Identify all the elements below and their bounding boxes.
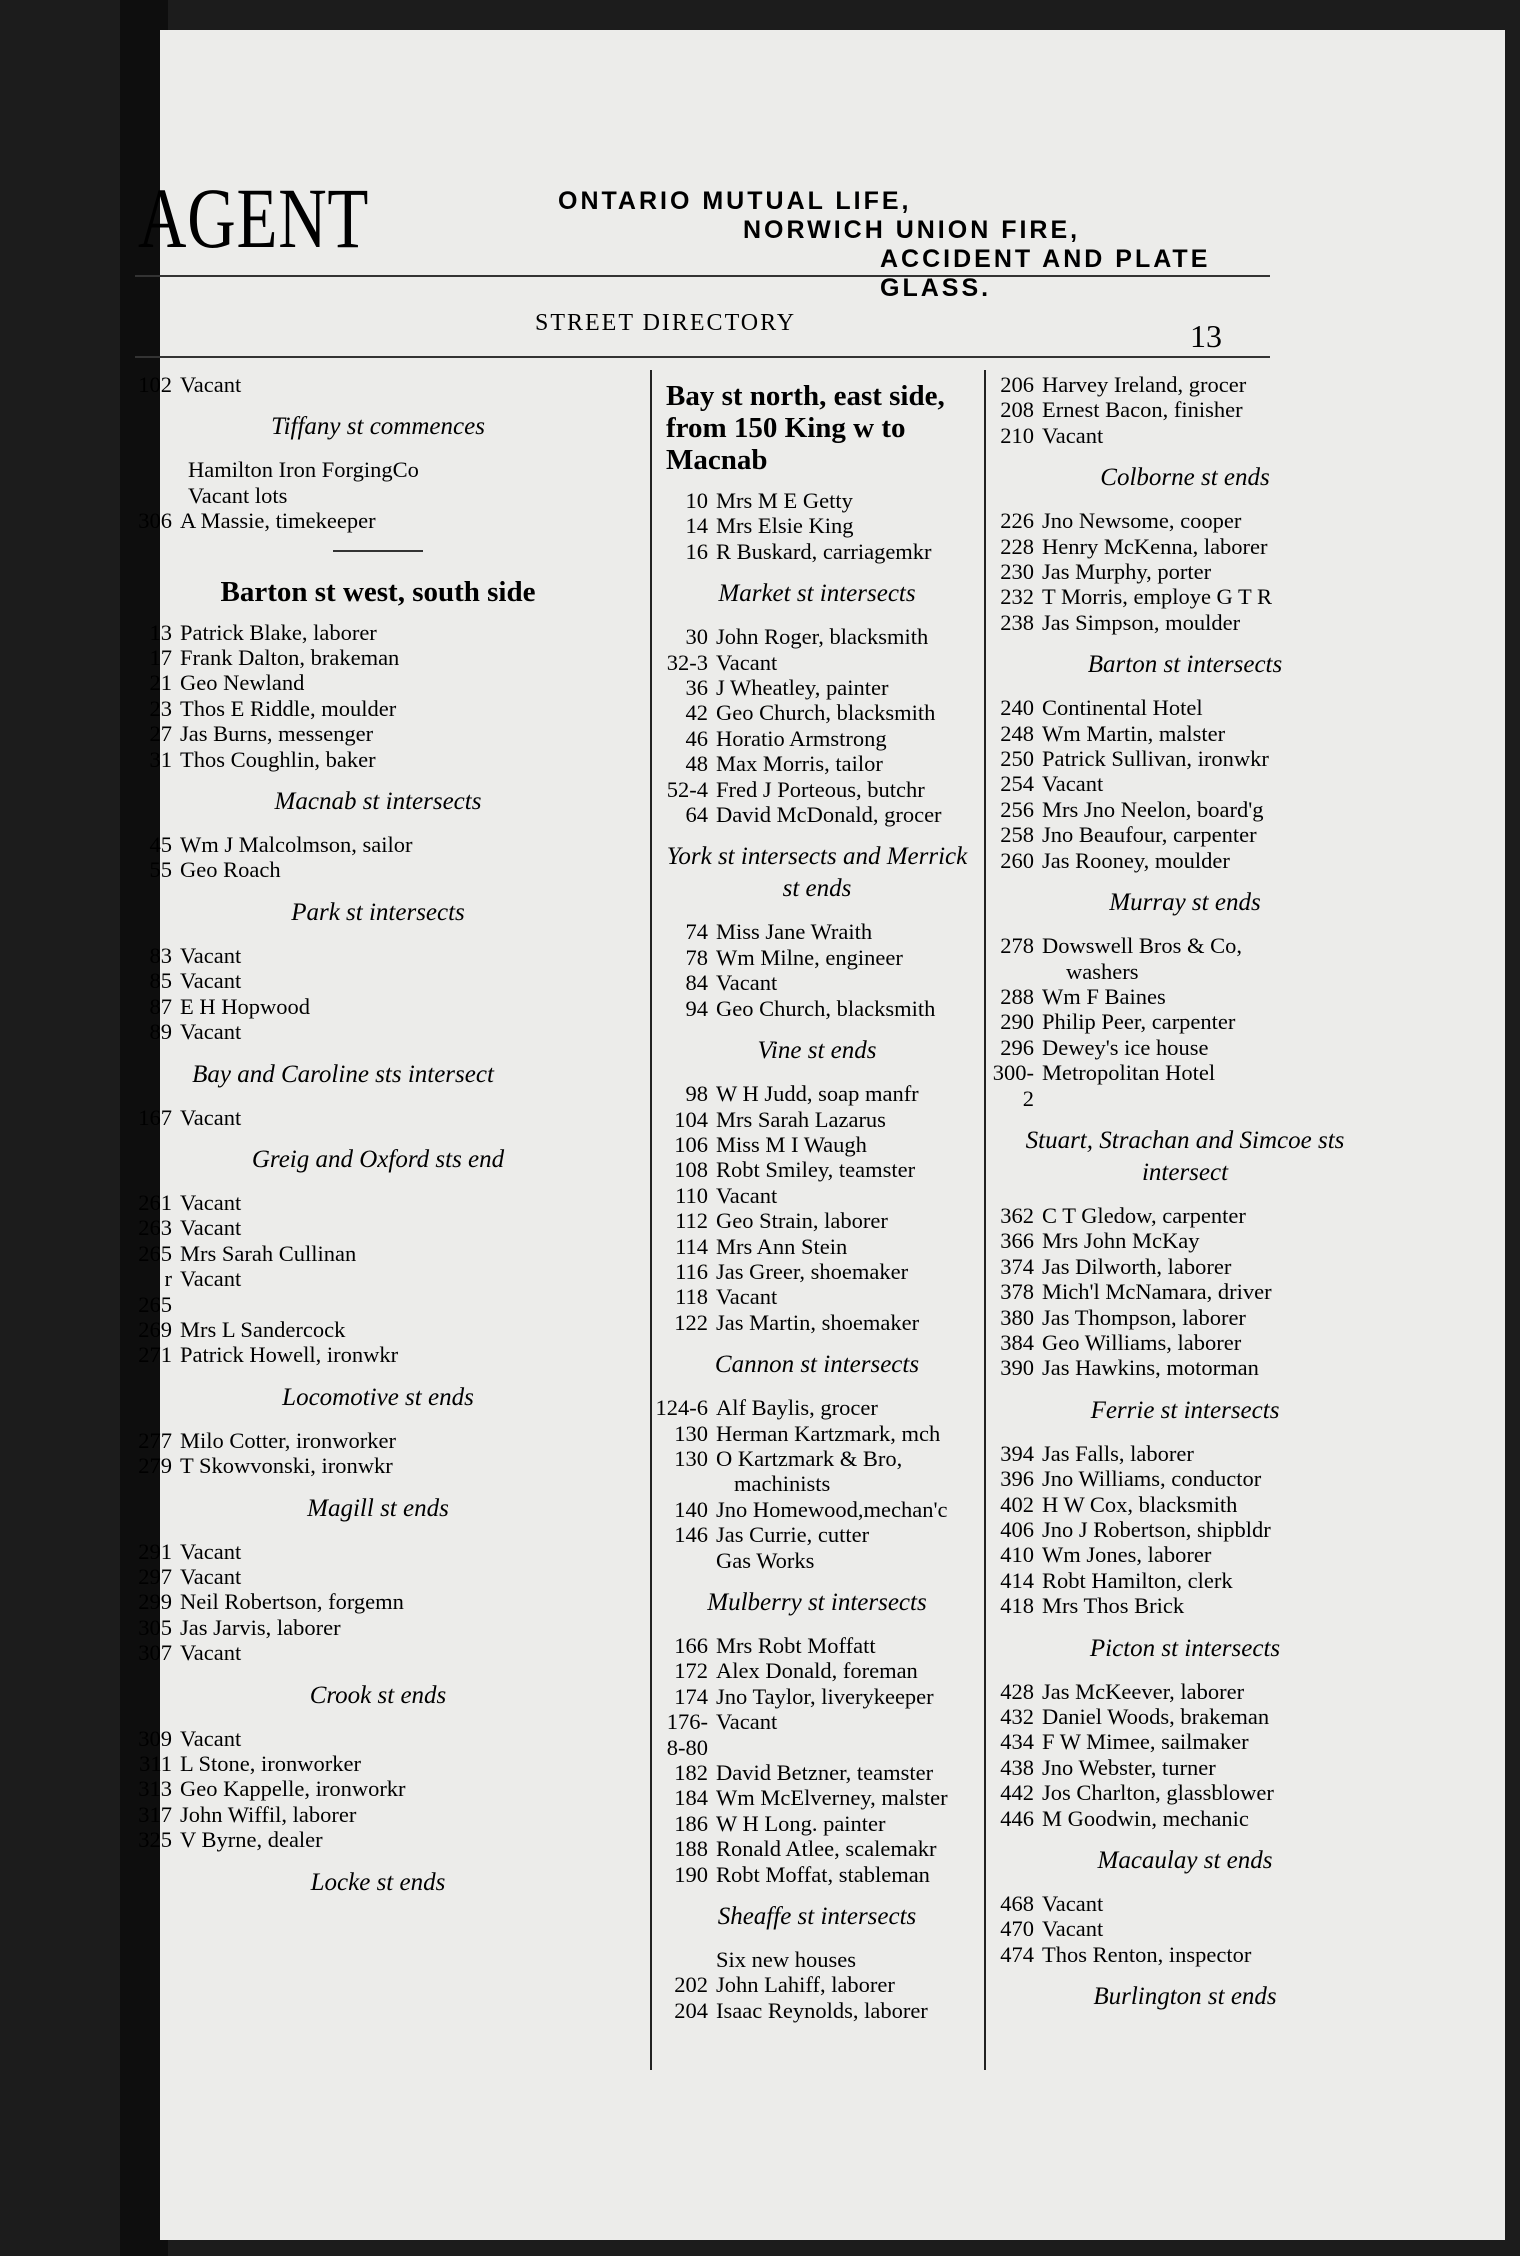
- street-note: Locke st ends: [310, 1868, 446, 1896]
- list-item: 17 Frank Dalton, brakeman: [149, 645, 400, 671]
- list-item: 248 Wm Martin, malster: [1000, 720, 1226, 746]
- list-item: 406 Jno J Robertson, shipbldr: [1000, 1517, 1271, 1542]
- list-item: 104 Mrs Sarah Lazarus: [674, 1106, 886, 1132]
- list-item: 78 Wm Milne, engineer: [685, 944, 903, 970]
- list-item: 42 Geo Church, blacksmith: [685, 700, 936, 726]
- street-heading: Bay st north, east side, from 150 King w to Macnab: [666, 380, 945, 476]
- list-item: 202 John Lahiff, laborer: [674, 1972, 895, 1998]
- list-item: 402 H W Cox, blacksmith: [1000, 1491, 1238, 1517]
- column-1: [128, 372, 628, 1913]
- list-item: 55 Geo Roach: [149, 857, 281, 883]
- street-note: Barton st intersects: [1087, 651, 1283, 679]
- list-item: 261 Vacant: [138, 1189, 242, 1215]
- list-item: 380 Jas Thompson, laborer: [1000, 1304, 1246, 1330]
- list-item: 299 Neil Robertson, forgemn: [138, 1589, 404, 1615]
- list-item: 432 Daniel Woods, brakeman: [1000, 1704, 1270, 1730]
- list-item: 250 Patrick Sullivan, ironwkr: [1000, 746, 1269, 772]
- list-item: 317 John Wiffil, laborer: [138, 1801, 357, 1827]
- list-item: 167 Vacant: [138, 1104, 242, 1130]
- list-item: 32-3 Vacant: [666, 649, 778, 675]
- street-note: Bay and Caroline sts intersect: [192, 1060, 494, 1088]
- list-item: 325 V Byrne, dealer: [138, 1827, 323, 1853]
- list-item: 362 C T Gledow, carpenter: [1000, 1202, 1246, 1228]
- list-item: r 265 Vacant: [138, 1266, 242, 1317]
- list-item: 140 Jno Homewood,mechan'c: [674, 1496, 948, 1522]
- list-item: 256 Mrs Jno Neelon, board'g: [1000, 796, 1264, 822]
- column-divider-right: [984, 370, 986, 2070]
- list-item: 474 Thos Renton, inspector: [1000, 1941, 1252, 1967]
- list-item: 48 Max Morris, tailor: [685, 751, 883, 777]
- list-item: 230 Jas Murphy, porter: [1000, 559, 1212, 585]
- list-item: 172 Alex Donald, foreman: [674, 1658, 918, 1684]
- running-head-rule: [135, 356, 1270, 358]
- list-item: 434 F W Mimee, sailmaker: [1000, 1729, 1249, 1755]
- street-note: York st intersects and Merrick st ends: [666, 843, 968, 903]
- running-head: STREET DIRECTORY: [535, 310, 797, 336]
- list-item: 190 Robt Moffat, stableman: [674, 1861, 930, 1887]
- list-item: 378 Mich'l McNamara, driver: [1000, 1279, 1272, 1305]
- street-note: Picton st intersects: [1089, 1634, 1281, 1662]
- list-item: 13 Patrick Blake, laborer: [149, 619, 377, 645]
- list-item: 442 Jos Charlton, glassblower: [1000, 1780, 1274, 1806]
- street-note: Market st intersects: [718, 580, 916, 608]
- street-note: Tiffany st commences: [271, 413, 485, 441]
- agent-title: AGENT: [138, 170, 370, 266]
- list-item: 396 Jno Williams, conductor: [1000, 1466, 1262, 1492]
- list-item: 366 Mrs John McKay: [1000, 1228, 1200, 1254]
- list-item: 64 David McDonald, grocer: [685, 802, 942, 828]
- list-item-continuation: washers: [1066, 958, 1139, 984]
- list-item: 306 A Massie, timekeeper: [138, 508, 376, 534]
- list-item: 14 Mrs Elsie King: [685, 513, 854, 539]
- street-note: Sheaffe st intersects: [717, 1903, 917, 1931]
- list-item: Hamilton Iron ForgingCo: [188, 457, 419, 483]
- list-item: 146 Jas Currie, cutter: [674, 1522, 870, 1548]
- list-item: 27 Jas Burns, messenger: [149, 721, 374, 747]
- list-item: 279 T Skowvonski, ironwkr: [138, 1453, 393, 1479]
- list-item: 305 Jas Jarvis, laborer: [138, 1614, 341, 1640]
- list-item: 124-6 Alf Baylis, grocer: [655, 1395, 878, 1421]
- page-number: 13: [1190, 318, 1222, 354]
- list-item: 296 Dewey's ice house: [1000, 1034, 1209, 1060]
- list-item: 254 Vacant: [1000, 771, 1104, 797]
- list-item: 122 Jas Martin, shoemaker: [674, 1309, 920, 1335]
- list-item: 186 W H Long. painter: [674, 1810, 886, 1836]
- insurer-line-3: ACCIDENT AND PLATE GLASS.: [880, 245, 1211, 302]
- list-item: 10 Mrs M E Getty: [685, 488, 853, 513]
- list-item: 265 Mrs Sarah Cullinan: [138, 1240, 357, 1266]
- street-note: Macnab st intersects: [274, 788, 482, 816]
- list-item: 94 Geo Church, blacksmith: [685, 995, 936, 1021]
- street-note: Locomotive st ends: [282, 1383, 474, 1411]
- list-item: 36 J Wheatley, painter: [685, 675, 889, 701]
- list-item: 394 Jas Falls, laborer: [1000, 1440, 1194, 1466]
- street-note: Magill st ends: [307, 1494, 449, 1522]
- list-item: 271 Patrick Howell, ironwkr: [138, 1342, 399, 1368]
- list-item: 269 Mrs L Sandercock: [138, 1316, 346, 1342]
- list-item: Gas Works: [716, 1547, 815, 1573]
- list-item: 184 Wm McElverney, malster: [674, 1785, 948, 1811]
- list-item: 118 Vacant: [675, 1284, 778, 1310]
- page-header: [138, 155, 1268, 302]
- list-item: 210 Vacant: [1000, 422, 1104, 448]
- list-item: 291 Vacant: [138, 1538, 242, 1564]
- list-item: 414 Robt Hamilton, clerk: [1000, 1567, 1233, 1593]
- header-rule: [135, 275, 1270, 277]
- list-item: 278 Dowswell Bros & Co,: [1000, 933, 1243, 959]
- column-2: [650, 372, 984, 2023]
- list-item: 410 Wm Jones, laborer: [1000, 1542, 1212, 1568]
- list-item: 311 L Stone, ironworker: [139, 1751, 361, 1776]
- list-item: 204 Isaac Reynolds, laborer: [674, 1997, 928, 2023]
- list-item: 390 Jas Hawkins, motorman: [1000, 1355, 1259, 1381]
- street-note: Crook st ends: [309, 1681, 447, 1709]
- list-item: 300-2 Metropolitan Hotel: [992, 1060, 1216, 1111]
- list-item: 130 O Kartzmark & Bro,: [674, 1445, 903, 1471]
- column-3: [990, 372, 1380, 2027]
- list-item: 418 Mrs Thos Brick: [1000, 1593, 1185, 1619]
- list-item: 240 Continental Hotel: [1000, 695, 1203, 721]
- list-item: 468 Vacant: [1000, 1891, 1104, 1917]
- list-item: 260 Jas Rooney, moulder: [1000, 847, 1230, 873]
- list-item: 102 Vacant: [138, 372, 242, 397]
- list-item: 45 Wm J Malcolmson, sailor: [149, 832, 413, 858]
- list-item: 188 Ronald Atlee, scalemakr: [674, 1836, 937, 1862]
- list-item: 206 Harvey Ireland, grocer: [1000, 372, 1247, 397]
- street-note: Colborne st ends: [1100, 464, 1270, 492]
- list-item: 290 Philip Peer, carpenter: [1000, 1009, 1236, 1035]
- list-item: 208 Ernest Bacon, finisher: [1000, 397, 1243, 423]
- list-item: 114 Mrs Ann Stein: [675, 1233, 848, 1259]
- street-note: Burlington st ends: [1093, 1983, 1277, 2011]
- list-item: 31 Thos Coughlin, baker: [149, 746, 376, 772]
- list-item: 46 Horatio Armstrong: [685, 725, 887, 751]
- section-rule: [333, 550, 423, 552]
- list-item: 130 Herman Kartzmark, mch: [674, 1420, 941, 1446]
- list-item: 313 Geo Kappelle, ironworkr: [138, 1776, 406, 1802]
- list-item: 116 Jas Greer, shoemaker: [675, 1258, 909, 1284]
- list-item: 52-4 Fred J Porteous, butchr: [666, 776, 925, 802]
- list-item: 384 Geo Williams, laborer: [1000, 1329, 1242, 1355]
- list-item: 374 Jas Dilworth, laborer: [1000, 1253, 1232, 1279]
- list-item: 258 Jno Beaufour, carpenter: [1000, 822, 1257, 848]
- insurer-line-1: ONTARIO MUTUAL LIFE,: [558, 187, 912, 215]
- list-item: 89 Vacant: [149, 1019, 242, 1045]
- list-item: 470 Vacant: [1000, 1916, 1104, 1942]
- list-item: 74 Miss Jane Wraith: [685, 919, 873, 945]
- list-item: 110 Vacant: [675, 1182, 778, 1208]
- list-item: 87 E H Hopwood: [149, 993, 310, 1019]
- list-item: 112 Geo Strain, laborer: [675, 1208, 888, 1234]
- list-item: 446 M Goodwin, mechanic: [1000, 1805, 1249, 1831]
- list-item: 226 Jno Newsome, cooper: [1000, 508, 1242, 534]
- list-item: 182 David Betzner, teamster: [674, 1760, 934, 1786]
- street-note: Mulberry st intersects: [707, 1589, 927, 1616]
- list-item: Vacant lots: [188, 482, 288, 508]
- street-note: Greig and Oxford sts end: [251, 1145, 505, 1173]
- list-item: 174 Jno Taylor, liverykeeper: [674, 1683, 934, 1709]
- list-item: 83 Vacant: [149, 942, 242, 968]
- street-heading: Barton st west, south side: [220, 575, 536, 608]
- street-note: Ferrie st intersects: [1090, 1396, 1280, 1424]
- list-item: 21 Geo Newland: [149, 670, 305, 696]
- list-item: 176-8-80 Vacant: [666, 1709, 778, 1760]
- list-item: 263 Vacant: [138, 1215, 242, 1241]
- list-item: 232 T Morris, employe G T R: [1000, 584, 1272, 610]
- insurer-line-2: NORWICH UNION FIRE,: [743, 216, 1081, 244]
- list-item: 438 Jno Webster, turner: [1000, 1754, 1216, 1780]
- street-note: Murray st ends: [1109, 889, 1261, 917]
- street-note: Macaulay st ends: [1097, 1847, 1273, 1875]
- list-item: 288 Wm F Baines: [1000, 983, 1166, 1009]
- list-item: 30 John Roger, blacksmith: [685, 624, 929, 650]
- list-item: Six new houses: [716, 1947, 856, 1973]
- street-note: Stuart, Strachan and Simcoe sts intersect: [1025, 1126, 1345, 1186]
- list-item: 307 Vacant: [138, 1640, 242, 1666]
- list-item: 108 Robt Smiley, teamster: [674, 1157, 916, 1183]
- list-item: 228 Henry McKenna, laborer: [1000, 533, 1268, 559]
- list-item-continuation: machinists: [734, 1471, 831, 1497]
- list-item: 16 R Buskard, carriagemkr: [685, 538, 932, 564]
- street-note: Vine st ends: [757, 1037, 877, 1065]
- list-item: 98 W H Judd, soap manfr: [685, 1081, 919, 1107]
- list-item: 106 Miss M I Waugh: [674, 1131, 867, 1157]
- list-item: 277 Milo Cotter, ironworker: [138, 1427, 396, 1453]
- list-item: 238 Jas Simpson, moulder: [1000, 609, 1241, 635]
- list-item: 428 Jas McKeever, laborer: [1000, 1678, 1245, 1704]
- street-note: Cannon st intersects: [714, 1351, 920, 1379]
- street-note: Park st intersects: [291, 898, 465, 926]
- list-item: 166 Mrs Robt Moffatt: [674, 1633, 876, 1658]
- list-item: 85 Vacant: [149, 968, 242, 994]
- list-item: 309 Vacant: [138, 1725, 242, 1751]
- list-item: 297 Vacant: [138, 1563, 242, 1589]
- list-item: 23 Thos E Riddle, moulder: [149, 695, 397, 721]
- list-item: 84 Vacant: [685, 970, 778, 996]
